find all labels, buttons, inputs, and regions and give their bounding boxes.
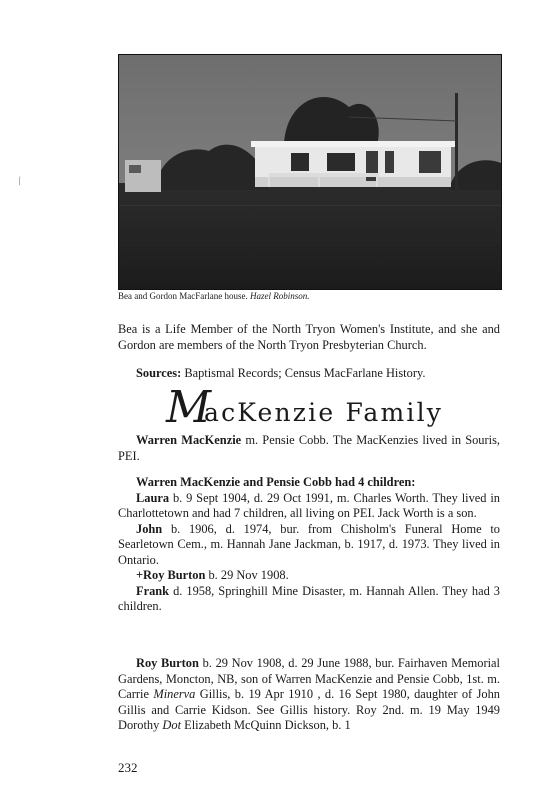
- photo-caption: [118, 290, 500, 302]
- roy-italic-name-1: Minerva: [153, 687, 196, 701]
- child-name: +Roy Burton: [136, 568, 206, 582]
- caption-text: Bea and Gordon MacFarlane house.: [118, 291, 248, 301]
- margin-mark: /: [16, 175, 23, 188]
- child-text: d. 1958, Springhill Mine Disaster, m. Hannah Allen. They had 3 children.: [118, 583, 500, 613]
- heading-initial: M: [166, 382, 212, 433]
- child-text: b. 1906, d. 1974, bur. from Chisholm's Funeral Home to Searletown Cem., m. Hannah Jane Jackman, b. 1917, d. 1973. They lived in Ontario.: [118, 521, 500, 567]
- children-list: [118, 475, 500, 615]
- intro-paragraph: Bea is a Life Member of the North Tryon Women's Institute, and she and Gordon are members of the North Tryon Presbyterian Church.: [118, 322, 500, 352]
- child-entry-roy: [118, 568, 500, 584]
- heading-rest: acKenzie Family: [204, 398, 444, 427]
- child-name: Frank: [136, 583, 170, 598]
- warren-paragraph: [118, 433, 500, 464]
- family-heading: [166, 382, 486, 438]
- sources-label: Sources:: [136, 366, 182, 380]
- warren-text: m. Pensie Cobb. The MacKenzies lived in Souris, PEI.: [118, 433, 500, 463]
- warren-name: Warren MacKenzie: [136, 433, 242, 447]
- child-name: Laura: [136, 490, 170, 505]
- roy-paragraph: Roy Burton b. 29 Nov 1908, d. 29 June 1988, bur. Fairhaven Memorial Gardens, Moncton, NB, son of Warren MacKenzie and Pensie Cobb, 1st. m. Carrie Minerva Gillis, b. 19 Apr 1910 , d. 16 Sept 1980, daughter of John Gillis and Carrie Kidson. See Gillis history. Roy 2nd. m. 19 May 1949 Dorothy Dot Elizabeth McQuinn Dickson, b. 1: [118, 656, 500, 732]
- page-number: 232: [118, 760, 138, 775]
- child-name: John: [136, 521, 163, 536]
- house-photograph: [118, 54, 502, 290]
- sources-text: Baptismal Records; Census MacFarlane History.: [184, 366, 426, 380]
- child-text: b. 9 Sept 1904, d. 29 Oct 1991, m. Charles Worth. They lived in Charlottetown and had 7 children, all living on PEI. Jack Worth is a son.: [118, 490, 500, 520]
- caption-credit: Hazel Robinson.: [249, 291, 310, 301]
- child-entry-laura: [118, 491, 500, 522]
- roy-name: Roy Burton: [136, 656, 199, 670]
- sources-paragraph: [118, 366, 500, 382]
- roy-italic-name-2: Dot: [162, 718, 182, 732]
- child-entry-john: [118, 522, 500, 569]
- child-text: b. 29 Nov 1908.: [208, 568, 289, 582]
- children-intro: Warren MacKenzie and Pensie Cobb had 4 children:: [136, 475, 416, 489]
- child-entry-frank: [118, 584, 500, 615]
